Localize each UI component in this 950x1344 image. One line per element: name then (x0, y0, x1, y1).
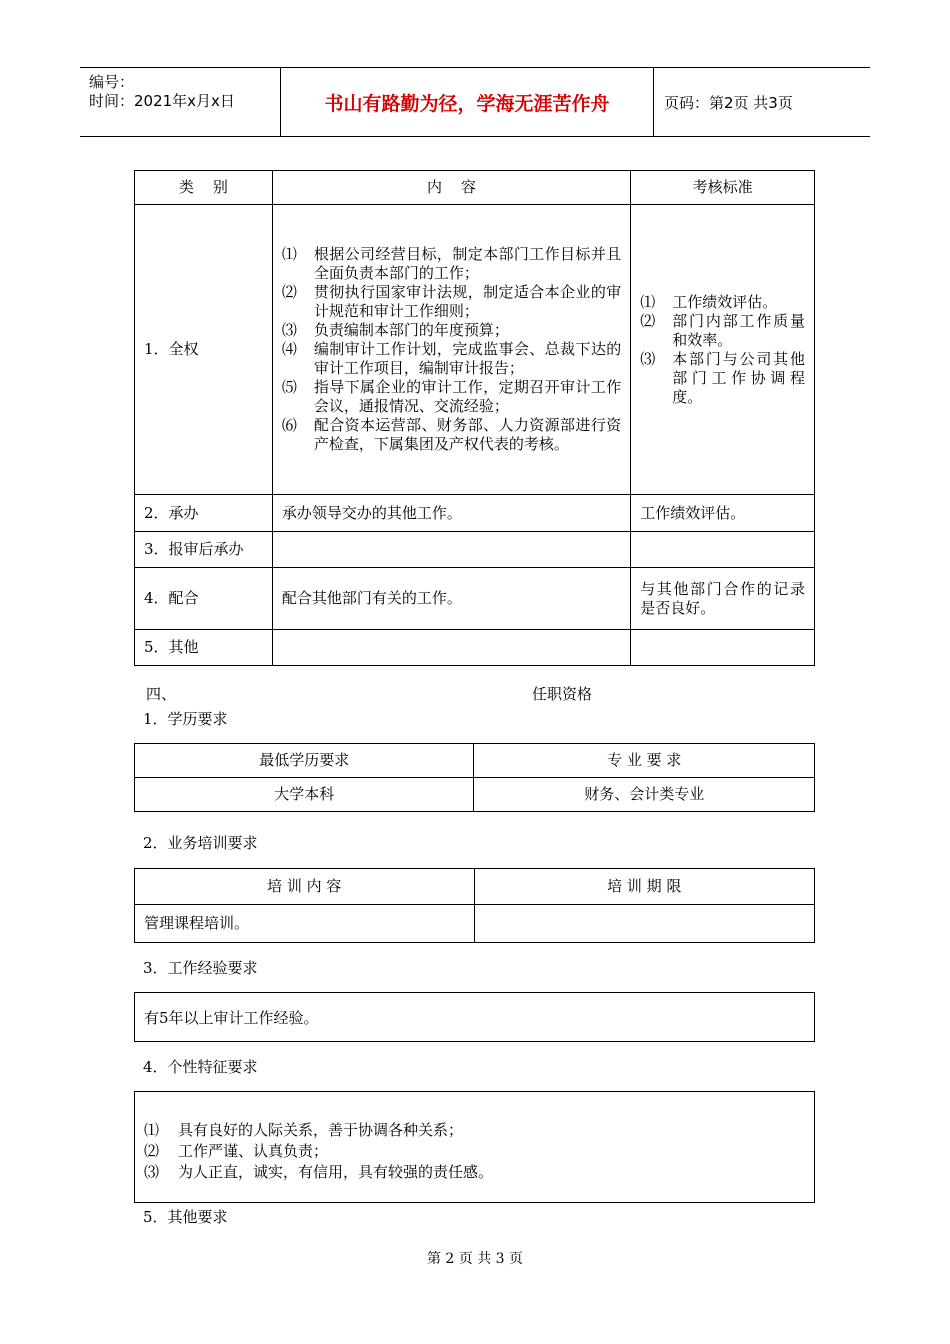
section-title: 任职资格 (532, 685, 593, 703)
list-item: ⑶ 负责编制本部门的年度预算； (281, 321, 509, 339)
header-training-content: 培 训 内 容 (135, 869, 475, 905)
header-min-education: 最低学历要求 (135, 744, 474, 778)
list-item: ⑶ 为人正直，诚实，有信用，具有较强的责任感。 (144, 1163, 494, 1181)
row-category: 5．其他 (135, 630, 273, 666)
list-item: ⑹ 配合资本运营部、财务部、人力资源部进行资产检查，下属集团及产权代表的考核。 (281, 416, 622, 453)
row-content: 配合其他部门有关的工作。 (272, 568, 630, 630)
other-heading: 5．其他要求 (143, 1208, 228, 1226)
row-standard (631, 532, 815, 568)
row-content (272, 532, 630, 568)
row-standard (631, 205, 815, 495)
personality-heading: 4．个性特征要求 (143, 1058, 258, 1076)
row-category: 3．报审后承办 (135, 532, 273, 568)
header-training-period: 培 训 期 限 (474, 869, 815, 905)
experience-heading: 3．工作经验要求 (143, 959, 258, 977)
time-label: 时间：2021年x月x日 (89, 92, 235, 110)
table-row (135, 205, 815, 495)
list-item: ⑴ 工作绩效评估。 (640, 292, 778, 311)
table-header-row (135, 869, 815, 905)
education-heading: 1．学历要求 (143, 710, 228, 728)
table-header-row (135, 171, 815, 205)
training-content-value: 管理课程培训。 (135, 905, 475, 943)
table-row (135, 495, 815, 532)
table-row (135, 778, 815, 812)
row-standard (631, 630, 815, 666)
list-item: ⑴ 根据公司经营目标，制定本部门工作目标并且全面负责本部门的工作； (281, 245, 622, 282)
header-motto: 书山有路勤为径，学海无涯苦作舟 (281, 68, 654, 136)
list-item: ⑶ 本部门与公司其他部门工作协调程度。 (640, 349, 805, 406)
header-standard: 考核标准 (631, 171, 815, 205)
table-row (135, 905, 815, 943)
education-table (134, 743, 815, 812)
list-item: ⑸ 指导下属企业的审计工作，定期召开审计工作会议，通报情况、交流经验； (281, 378, 622, 415)
content-list (282, 245, 621, 454)
training-table (134, 868, 815, 943)
header-meta (80, 68, 281, 136)
number-label: 编号： (89, 73, 135, 91)
duty-table (134, 170, 815, 666)
row-standard: 与其他部门合作的记录是否良好。 (631, 568, 815, 630)
row-standard: 工作绩效评估。 (631, 495, 815, 532)
list-item: ⑴ 具有良好的人际关系，善于协调各种关系； (144, 1121, 464, 1139)
header-page-code: 页码：第2页 共3页 (664, 93, 793, 112)
header-category: 类 别 (135, 171, 273, 205)
education-value: 大学本科 (135, 778, 474, 812)
table-row (135, 532, 815, 568)
page-footer: 第 2 页 共 3 页 (426, 1251, 524, 1267)
page-header (80, 67, 870, 137)
row-content (272, 630, 630, 666)
list-item: ⑷ 编制审计工作计划，完成监事会、总裁下达的审计工作项目，编制审计报告； (281, 340, 622, 377)
row-content: 承办领导交办的其他工作。 (272, 495, 630, 532)
table-row (135, 630, 815, 666)
header-major: 专 业 要 求 (474, 744, 815, 778)
training-heading: 2．业务培训要求 (143, 834, 258, 852)
training-period-value (474, 905, 815, 943)
list-item: ⑵ 工作严谨、认真负责； (144, 1142, 329, 1160)
list-item: ⑵ 贯彻执行国家审计法规，制定适合本企业的审计规范和审计工作细则； (281, 283, 622, 320)
header-content: 内 容 (272, 171, 630, 205)
row-category: 2．承办 (135, 495, 273, 532)
row-category: 1．全权 (135, 205, 273, 495)
row-content (272, 205, 630, 495)
personality-box (134, 1091, 815, 1203)
experience-box (134, 992, 815, 1042)
table-row (135, 568, 815, 630)
major-value: 财务、会计类专业 (474, 778, 815, 812)
table-header-row (135, 744, 815, 778)
row-category: 4．配合 (135, 568, 273, 630)
section-prefix: 四、 (146, 685, 177, 703)
list-item: ⑵ 部门内部工作质量和效率。 (640, 311, 805, 349)
experience-text: 有5年以上审计工作经验。 (144, 1008, 319, 1027)
standard-list (640, 293, 805, 407)
